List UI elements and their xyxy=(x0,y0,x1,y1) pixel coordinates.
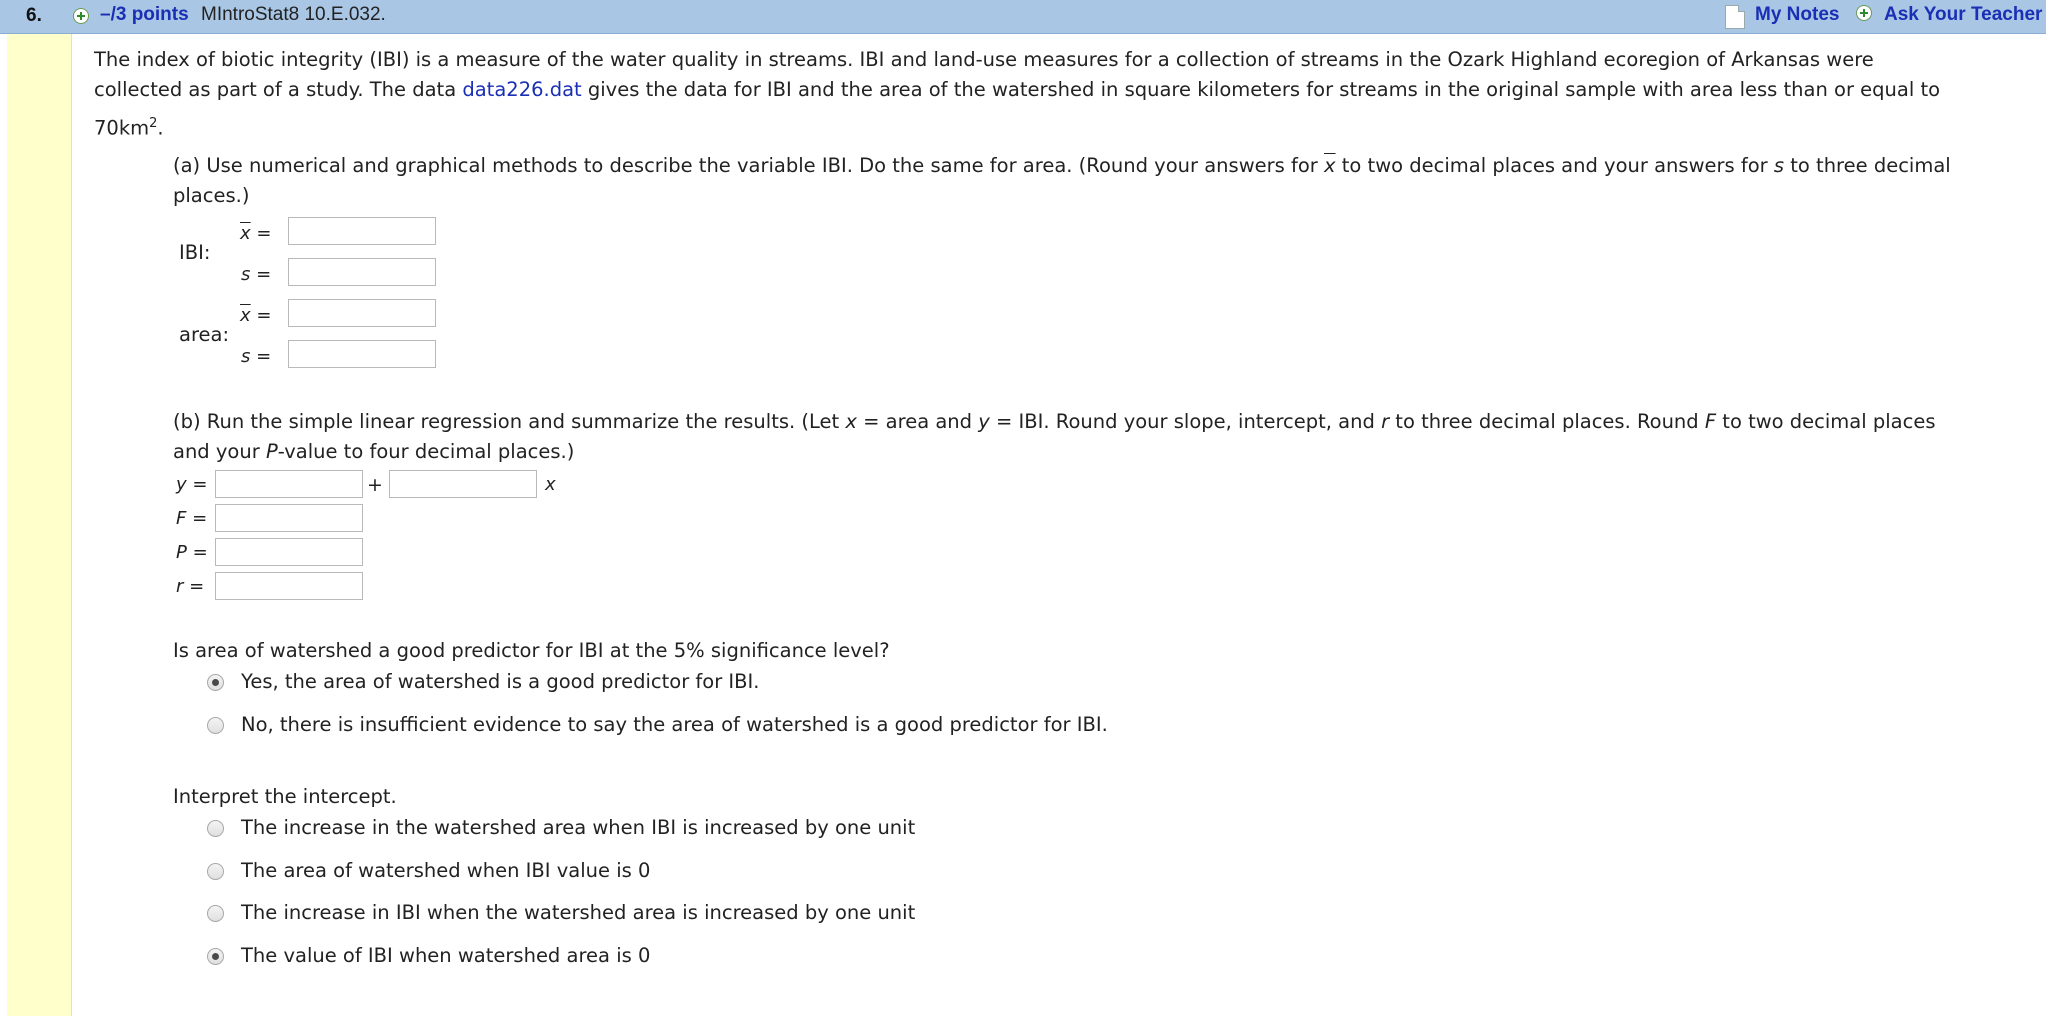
data-file-link[interactable]: data226.dat xyxy=(462,78,582,101)
intro-line-3: $70km^2$. xyxy=(94,116,164,140)
predictor-question: Is area of watershed a good predictor for IBI at the 5% significance level? xyxy=(173,639,890,662)
plus-circle-icon[interactable] xyxy=(73,8,89,24)
area-s-label: s = xyxy=(241,346,272,367)
F-equals-label: F = xyxy=(176,508,208,529)
area-xbar-label: $\overline{x}$ = xyxy=(240,305,272,326)
intercept-option-4-label[interactable]: The value of IBI when watershed area is 0 xyxy=(241,944,651,967)
r-equals-label: r = xyxy=(176,576,205,597)
points-link[interactable]: –/3 points xyxy=(100,4,189,25)
ibi-sd-input[interactable] xyxy=(288,258,436,286)
question-number: 6. xyxy=(26,5,42,26)
F-statistic-input[interactable] xyxy=(215,504,363,532)
part-b-prompt-line2: and your P-value to four decimal places.) xyxy=(173,440,575,463)
part-a-prompt: (a) Use numerical and graphical methods to describe the variable IBI. Do the same for area. (Round your answers for $\overline{x}$ to two decimal places and your answers for s to three decimal xyxy=(173,154,1951,177)
area-label: area: xyxy=(179,323,230,346)
P-value-input[interactable] xyxy=(215,538,363,566)
y-equals-label: y = xyxy=(176,474,208,495)
ibi-s-label: s = xyxy=(241,264,272,285)
plus-sign: + xyxy=(367,474,383,496)
intercept-option-3-label[interactable]: The increase in IBI when the watershed area is increased by one unit xyxy=(241,901,916,924)
intercept-option-2-radio[interactable] xyxy=(207,863,224,880)
intercept-input[interactable] xyxy=(215,470,363,498)
intercept-question: Interpret the intercept. xyxy=(173,785,397,808)
r-correlation-input[interactable] xyxy=(215,572,363,600)
part-b-prompt: (b) Run the simple linear regression and summarize the results. (Let x = area and y = IBI. Round your slope, intercept, and r to three decimal places. Round F to two decimal places xyxy=(173,410,1936,433)
intro-line-1: The index of biotic integrity (IBI) is a measure of the water quality in streams. IBI and land-use measures for a collection of streams in the Ozark Highland ecoregion of Arkansas were xyxy=(94,48,1874,71)
slope-input[interactable] xyxy=(389,470,537,498)
note-page-icon[interactable] xyxy=(1725,5,1745,29)
x-variable-label: x xyxy=(545,474,556,495)
predictor-option-yes-radio[interactable] xyxy=(207,674,224,691)
P-equals-label: P = xyxy=(176,542,208,563)
area-mean-input[interactable] xyxy=(288,299,436,327)
ask-teacher-plus-icon[interactable] xyxy=(1856,5,1872,21)
left-margin-strip xyxy=(7,34,72,1016)
ibi-mean-input[interactable] xyxy=(288,217,436,245)
predictor-option-yes-label[interactable]: Yes, the area of watershed is a good predictor for IBI. xyxy=(241,670,760,693)
ibi-label: IBI: xyxy=(179,241,211,264)
part-a-prompt-line2: places.) xyxy=(173,184,250,207)
problem-code: MIntroStat8 10.E.032. xyxy=(201,4,386,25)
ask-teacher-link[interactable]: Ask Your Teacher xyxy=(1884,4,2043,25)
intercept-option-1-radio[interactable] xyxy=(207,820,224,837)
my-notes-link[interactable]: My Notes xyxy=(1755,4,1840,25)
intro-line-2: collected as part of a study. The data data226.dat gives the data for IBI and the area of the watershed in square kilometers for streams in the original sample with area less than or equal to xyxy=(94,78,1941,101)
question-header xyxy=(0,0,2046,34)
area-sd-input[interactable] xyxy=(288,340,436,368)
predictor-option-no-radio[interactable] xyxy=(207,717,224,734)
intercept-option-2-label[interactable]: The area of watershed when IBI value is 0 xyxy=(241,859,651,882)
intercept-option-4-radio[interactable] xyxy=(207,948,224,965)
intercept-option-1-label[interactable]: The increase in the watershed area when IBI is increased by one unit xyxy=(241,816,916,839)
ibi-xbar-label: $\overline{x}$ = xyxy=(240,223,272,244)
intercept-option-3-radio[interactable] xyxy=(207,905,224,922)
predictor-option-no-label[interactable]: No, there is insufficient evidence to say the area of watershed is a good predictor for IBI. xyxy=(241,713,1108,736)
